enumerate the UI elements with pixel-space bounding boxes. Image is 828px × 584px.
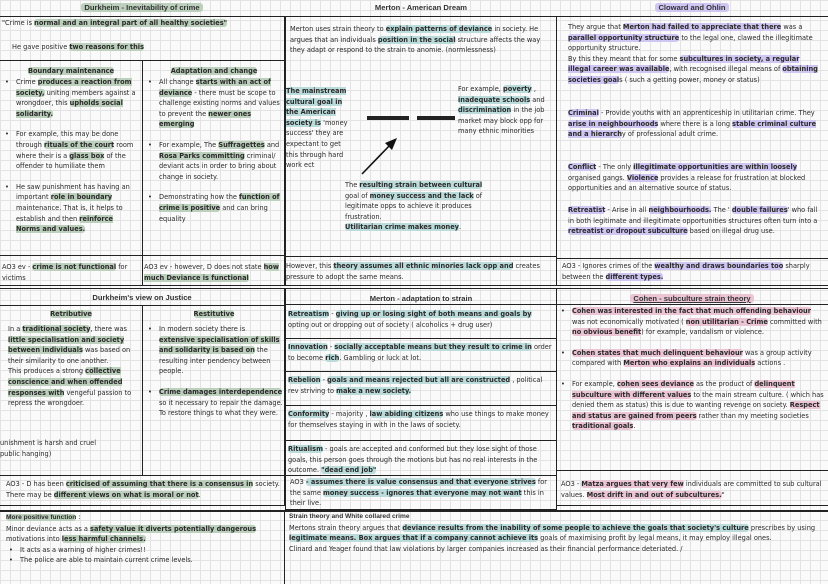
justice-ao3 (6, 479, 282, 500)
text-segment: provides a release for frustration at blocked opportunities and an alternative source of status. (568, 173, 806, 193)
highlighted-text: retreatist or dropout subculture (568, 227, 688, 236)
highlighted-text: make a new society. (336, 386, 412, 395)
highlighted-text: Respect and status are gained from peers (572, 401, 820, 420)
text-segment: - majority , (329, 410, 370, 418)
highlighted-text: giving up or losing sight of both means and goals by (335, 310, 532, 318)
highlighted-text: resulting strain between cultural (359, 181, 483, 189)
adaptation-row-innovation (288, 342, 554, 363)
cloward-criminal (568, 108, 824, 140)
adaptation-row-retreatism (288, 309, 554, 330)
text-segment: and (264, 140, 280, 149)
text-segment: - (327, 343, 335, 351)
highlighted-text: explain patterns of deviance (385, 25, 493, 33)
text-segment: as the product of (693, 379, 755, 388)
highlighted-text: The mainstream cultural goal in the American society is (286, 87, 347, 127)
merton-example (458, 84, 554, 137)
section-title-merton: Merton - American Dream (374, 3, 468, 12)
highlighted-text: Cohen was interested in the fact that much offending behaviour (572, 307, 811, 315)
text-segment: goals of maximising profit by legal means, it may employ illegal ones. Clinard and Yeager found that law violations by larger companies increased as their financial performance deteriated. / (289, 534, 772, 553)
highlighted-text: Utilitarian crime makes money (345, 223, 459, 232)
text-segment: - Provide youths with an apprenticeship in utilitarian crime. They (598, 109, 815, 117)
text-segment: for the same (290, 478, 547, 497)
text-segment: in the job market may block opp for many ethnic minorities (458, 106, 545, 136)
adaptation-row-rebelion (288, 375, 554, 396)
merton-ao3 (286, 261, 554, 282)
positive-title: More positive function (6, 514, 77, 521)
text-segment: to the legal one, clawed the illegitimate opportunity structure. By this they meant that for some (568, 33, 813, 63)
text-segment: y of professional adult crime. (621, 130, 719, 139)
text-segment: order to become (288, 343, 552, 362)
highlighted-text: neighbourhoods. (648, 206, 712, 214)
text-segment: sharply between the (562, 262, 810, 281)
highlighted-text: newer ones emerging (159, 109, 252, 129)
retributive-heading: Retributive (50, 310, 92, 318)
durkheim-ao3-right (144, 262, 284, 283)
divider (285, 371, 557, 372)
highlighted-text: legitimate means. Box argues that if a company cannot achieve its (289, 534, 539, 543)
list-item (145, 324, 283, 377)
boundary-list (2, 77, 139, 245)
text-segment: was a group activity compared with (572, 348, 812, 368)
highlighted-text: Most drift in and out of subcultures. (586, 490, 722, 499)
text-segment: motivations into (6, 535, 62, 544)
scribble-bar (367, 116, 409, 120)
highlighted-text: Violence (626, 173, 659, 182)
positive-list (6, 545, 282, 566)
adaptation-row-ritualism (288, 444, 554, 476)
text-segment: AO3 - (561, 480, 582, 488)
text-segment: , there was (90, 325, 127, 333)
highlighted-text: parallel opportunity structure (568, 33, 680, 42)
text-segment: , (531, 85, 536, 93)
highlighted-text: upholds social solidarity. (16, 99, 123, 118)
boundary-heading: Boundary maintenance (27, 67, 115, 75)
highlighted-text: money success and the lack (369, 191, 474, 200)
divider (0, 475, 285, 476)
divider (284, 510, 285, 584)
cloward-retreatist (568, 205, 824, 237)
highlighted-text: traditional goals (572, 422, 634, 431)
highlighted-text: crime is not functional (32, 263, 117, 271)
highlighted-text: Conflict (568, 163, 597, 171)
highlighted-text: different types. (605, 272, 664, 281)
highlighted-text: produces a reaction from society, (16, 78, 132, 97)
restitutive-list (145, 324, 283, 429)
list-item (145, 192, 282, 224)
highlighted-text: how much Deviance is functional (144, 263, 279, 282)
text-segment: creates pressure to adopt the same means. (286, 262, 540, 281)
positive-function (6, 512, 282, 566)
restitutive-heading: Restitutive (193, 310, 235, 318)
cohen-list (558, 306, 824, 442)
cloward-conflict (568, 162, 824, 194)
text-segment: He saw punishment has having an important (16, 182, 130, 202)
text-segment: Crime (16, 78, 38, 86)
text-segment: Demonstrating how the (159, 193, 240, 202)
highlighted-text: different views on what is moral or not (53, 490, 199, 499)
text-segment: of the offender to humiliate them (16, 151, 126, 171)
adaptation-heading: Adaptation and change (170, 67, 258, 75)
retributive-text (8, 324, 138, 409)
text-segment: maintenance. That is, it helps to establish and then (16, 203, 123, 223)
text-segment: , with recognised illegal means of (669, 65, 783, 74)
text-segment: For example, this may be done through (16, 130, 119, 149)
highlighted-text: goals and means rejected but all are constructed (327, 376, 511, 384)
highlighted-text: inadequate schools (458, 95, 531, 104)
divider (285, 256, 557, 257)
text-segment: AO3 - Ignores crimes of the (562, 262, 655, 270)
highlighted-text: subcultures in society, a regular illegal career was available (568, 54, 800, 74)
divider (285, 304, 557, 305)
text-segment: to the main stream culture. ( which has denied them as status) this is due to wanting revenge on society. (572, 390, 824, 410)
highlighted-text: poverty (502, 85, 532, 93)
text-segment: All change (159, 78, 196, 86)
highlighted-text: Conformity (288, 410, 330, 418)
text-segment: He gave positive (12, 43, 70, 51)
text-segment: In a (8, 325, 23, 333)
text-segment: goal of (345, 191, 370, 200)
highlighted-text: position in the social (377, 35, 456, 44)
section-title-durkheim: Durkheim - Inevitability of crime (0, 3, 284, 13)
list-item (2, 129, 139, 171)
text-segment: organised gangs. (568, 173, 627, 182)
highlighted-text: Merton had failed to appreciate that there (622, 23, 782, 31)
divider (142, 60, 143, 285)
text-segment: . (458, 223, 462, 232)
highlighted-text: less harmful channels. (61, 535, 146, 544)
adaptation-row-conformity (288, 409, 554, 430)
highlighted-text: socially acceptable means but they result to crime in (334, 343, 532, 351)
highlighted-text: Merton who explains an individuals (623, 359, 756, 368)
text-segment: " (721, 490, 725, 499)
text-segment: - Arise in all (605, 206, 649, 214)
merton-intro (290, 24, 552, 56)
list-item: • The police are able to maintain current crime levels. (6, 555, 282, 566)
text-segment: of legitimate opps to achieve it produces frustration. (345, 191, 483, 221)
text-segment: where there is a long (658, 119, 733, 128)
divider (285, 440, 557, 441)
text-segment: was not economically motivated ( (572, 317, 686, 326)
divider (142, 305, 143, 475)
text-segment: AO3 - D has been (6, 480, 66, 488)
text-segment: . Gambling or luck at lot. (339, 353, 422, 362)
highlighted-text: theory assumes all ethnic minories lack opp and (333, 262, 514, 270)
highlighted-text: cohen sees deviance (616, 379, 694, 388)
text-segment: ) for example, vandalism or violence. (641, 328, 764, 337)
highlighted-text: role in boundary (50, 193, 113, 202)
highlighted-text: Crime damages interdependence (159, 387, 283, 396)
text-segment: However, this (286, 262, 334, 270)
text-segment: actions . (755, 359, 786, 368)
merton-strain (345, 180, 495, 233)
arrow-icon (362, 144, 391, 174)
highlighted-text: starts with an act of deviance (159, 78, 271, 97)
highlighted-text: rituals of the court (44, 140, 115, 149)
text-segment: - there must be scope to challenge existing norms and values to prevent the (159, 88, 280, 118)
text-segment: who use things to make money for themselves staying in with in the laws of society. (288, 410, 549, 429)
text-segment: so it necessary to repair the damage. To restore things to what they were. (159, 398, 283, 418)
text-segment: , political rev striving to (288, 376, 543, 395)
text-segment: (normlessness) (445, 46, 496, 55)
highlighted-text: traditional society (22, 325, 91, 333)
cloward-ao3 (562, 261, 824, 282)
text-segment: prescribes by using (748, 523, 816, 532)
text-segment: was based on their similarity to one another. This produces a strong (8, 346, 131, 376)
list-item (2, 182, 139, 235)
list-item (145, 140, 282, 182)
highlighted-text: - assumes there is value consensus and that everyone strives (305, 478, 536, 486)
highlighted-text: Retreatist (568, 206, 606, 214)
durkheim-quote (2, 18, 282, 29)
durkheim-reasons (12, 42, 272, 53)
highlighted-text: double failures (731, 206, 788, 214)
highlighted-text: Rosa Parks committing (159, 151, 245, 160)
list-item (558, 306, 824, 338)
adaptation-list (145, 77, 282, 234)
text-segment: individuals are committed to sub cultural values. (561, 480, 822, 499)
highlighted-text: Matza argues that very few (581, 480, 684, 488)
list-item (558, 379, 824, 432)
text-segment: criminal/ deviant acts in order to bring about change in society. (159, 151, 277, 181)
merton-goal (286, 86, 354, 171)
text-segment: - (329, 310, 336, 318)
divider (285, 405, 557, 406)
text-segment: Mertons strain theory argues that (289, 523, 403, 532)
section-title-adaptation: Merton - adaptation to strain (369, 294, 473, 303)
highlighted-text: delinquent subculture with different values (572, 379, 795, 399)
highlighted-text: Rebelion (288, 376, 321, 384)
text-segment: The (345, 181, 360, 189)
divider (556, 304, 828, 305)
text-segment: . (633, 422, 636, 431)
adaptation-ao3 (290, 477, 554, 509)
highlighted-text: law abiding citizens (369, 410, 444, 418)
text-segment: For example, (458, 85, 503, 93)
text-segment: - goals are accepted and conformed but they lose sight of those goals, this person goes through the motions but has no real interests in the outcome. (288, 445, 538, 475)
divider (556, 258, 828, 259)
white-collar-title: Strain theory and White collared crime (289, 513, 410, 520)
text-segment: committed with (767, 317, 822, 326)
highlighted-text: Criminal (568, 109, 599, 117)
highlighted-text: obtaining societies goal (568, 65, 818, 84)
highlighted-text: money success - ignores that everyone may not want (322, 488, 522, 497)
highlighted-text: discrimination (458, 106, 512, 115)
text-segment: this in their live. (290, 488, 544, 508)
positive-text (6, 524, 282, 545)
highlighted-text: glass box (69, 151, 105, 160)
text-segment: "Crime is (2, 19, 35, 27)
highlighted-text: reinforce Norms and values. (16, 214, 113, 234)
highlighted-text: Retreatism (288, 310, 330, 318)
text-segment: room where their is a (16, 140, 134, 160)
text-segment: Merton uses strain theory to (290, 25, 386, 33)
text-segment: opting out or dropping out of society ( alcoholics + drug user) (288, 320, 493, 329)
strain-diagram (355, 108, 455, 178)
text-segment: 'money success' they are expectant to get this through hard work ect (286, 118, 348, 170)
highlighted-text: stable criminal culture and a hierarch (568, 119, 817, 139)
highlighted-text: wealthy and draws boundaries too (654, 262, 784, 270)
text-segment: AO3 ev - however, D does not state (144, 263, 264, 271)
cohen-ao3 (561, 479, 825, 500)
white-collar-text (289, 523, 825, 555)
highlighted-text: illegitimate opportunities are within loosely (633, 163, 797, 171)
durkheim-ao3-left (2, 262, 140, 283)
text-segment: The ' (711, 206, 732, 214)
text-segment: AO3 ev - (2, 263, 33, 271)
highlighted-text: collective conscience and when offended responses with (8, 367, 123, 397)
list-item: • It acts as a warning of higher crimes!! (6, 545, 282, 556)
highlighted-text: two reasons for this (69, 43, 144, 51)
highlighted-text: extensive specialisation of skills and solidarity is based on (159, 335, 280, 355)
text-segment: AO3 (290, 478, 306, 486)
highlighted-text: no obvious benefit (572, 328, 642, 337)
highlighted-text: non utilitarian - Crime (685, 317, 768, 326)
highlighted-text: Cohen states that much delinquent behaviour (572, 348, 743, 357)
text-segment: society. There may be (6, 480, 280, 499)
text-segment: the resulting inter pendency between people. (159, 346, 271, 376)
retributive-note: unishment is harsh and cruel public hanging) (0, 439, 97, 458)
cloward-intro (568, 22, 824, 86)
highlighted-text: Ritualism (288, 445, 323, 453)
list-item (558, 348, 824, 369)
text-segment: for victims (2, 263, 128, 282)
text-segment: rather than my meeting societies (696, 411, 809, 420)
highlighted-text: deviance results from the inability of some people to achieve the goals that society's culture (402, 523, 749, 532)
highlighted-text: safety value it diverts potentially dangerous (90, 524, 257, 533)
divider (0, 255, 285, 256)
white-collar (289, 512, 825, 554)
list-item (2, 77, 139, 119)
text-segment: In modern society there is (159, 325, 246, 333)
highlighted-text: rich (325, 353, 340, 362)
divider (556, 470, 828, 471)
colon: : (76, 513, 81, 521)
text-segment: and can bring equality (159, 203, 268, 223)
text-segment: uniting members against a wrongdoer, this (16, 88, 136, 108)
highlighted-text: Innovation (288, 343, 328, 351)
text-segment: - The only (596, 163, 634, 171)
text-segment: . (198, 490, 201, 499)
text-segment: They argue that (568, 23, 623, 31)
text-segment: was a (781, 23, 803, 31)
highlighted-text: "dead end job" (321, 466, 377, 475)
text-segment: - (320, 376, 328, 384)
text-segment: ' who fall in both legitimate and illegitimate opportunities structures often turn into a (568, 206, 818, 225)
highlighted-text: normal and an integral part of all healthy societies" (34, 19, 228, 27)
list-item (145, 77, 282, 130)
highlighted-text: Suffragettes (218, 140, 265, 149)
text-segment: s ( such a getting power, money or status) (619, 75, 760, 84)
text-segment: Minor deviance acts as a (6, 524, 91, 533)
section-title-cohen: Cohen - subculture strain theory (556, 294, 828, 304)
list-item (145, 387, 283, 419)
highlighted-text: little specialisation and society between individuals (8, 335, 125, 355)
text-segment: and (530, 95, 545, 104)
text-segment: structure affects the way they adapt or respond to the strain to anomie. (290, 35, 541, 55)
section-title-justice: Durkheim's view on Justice (92, 293, 192, 302)
text-segment: For example, The (159, 140, 219, 149)
text-segment: vengeful passion to repress the wrongdoer. (8, 388, 132, 408)
highlighted-text: arise in neighbourhoods (568, 119, 659, 128)
highlighted-text: criticised of assuming that there is a consensus in (65, 480, 254, 488)
text-segment: For example, (572, 379, 617, 388)
text-segment: in society. He argues that an individuals (290, 25, 539, 44)
highlighted-text: function of crime is positive (159, 193, 280, 212)
section-title-cloward: Cloward and Ohlin (556, 3, 828, 13)
scribble-bar (417, 116, 455, 120)
text-segment: based on illegal drug use. (687, 227, 775, 236)
divider (285, 338, 557, 339)
